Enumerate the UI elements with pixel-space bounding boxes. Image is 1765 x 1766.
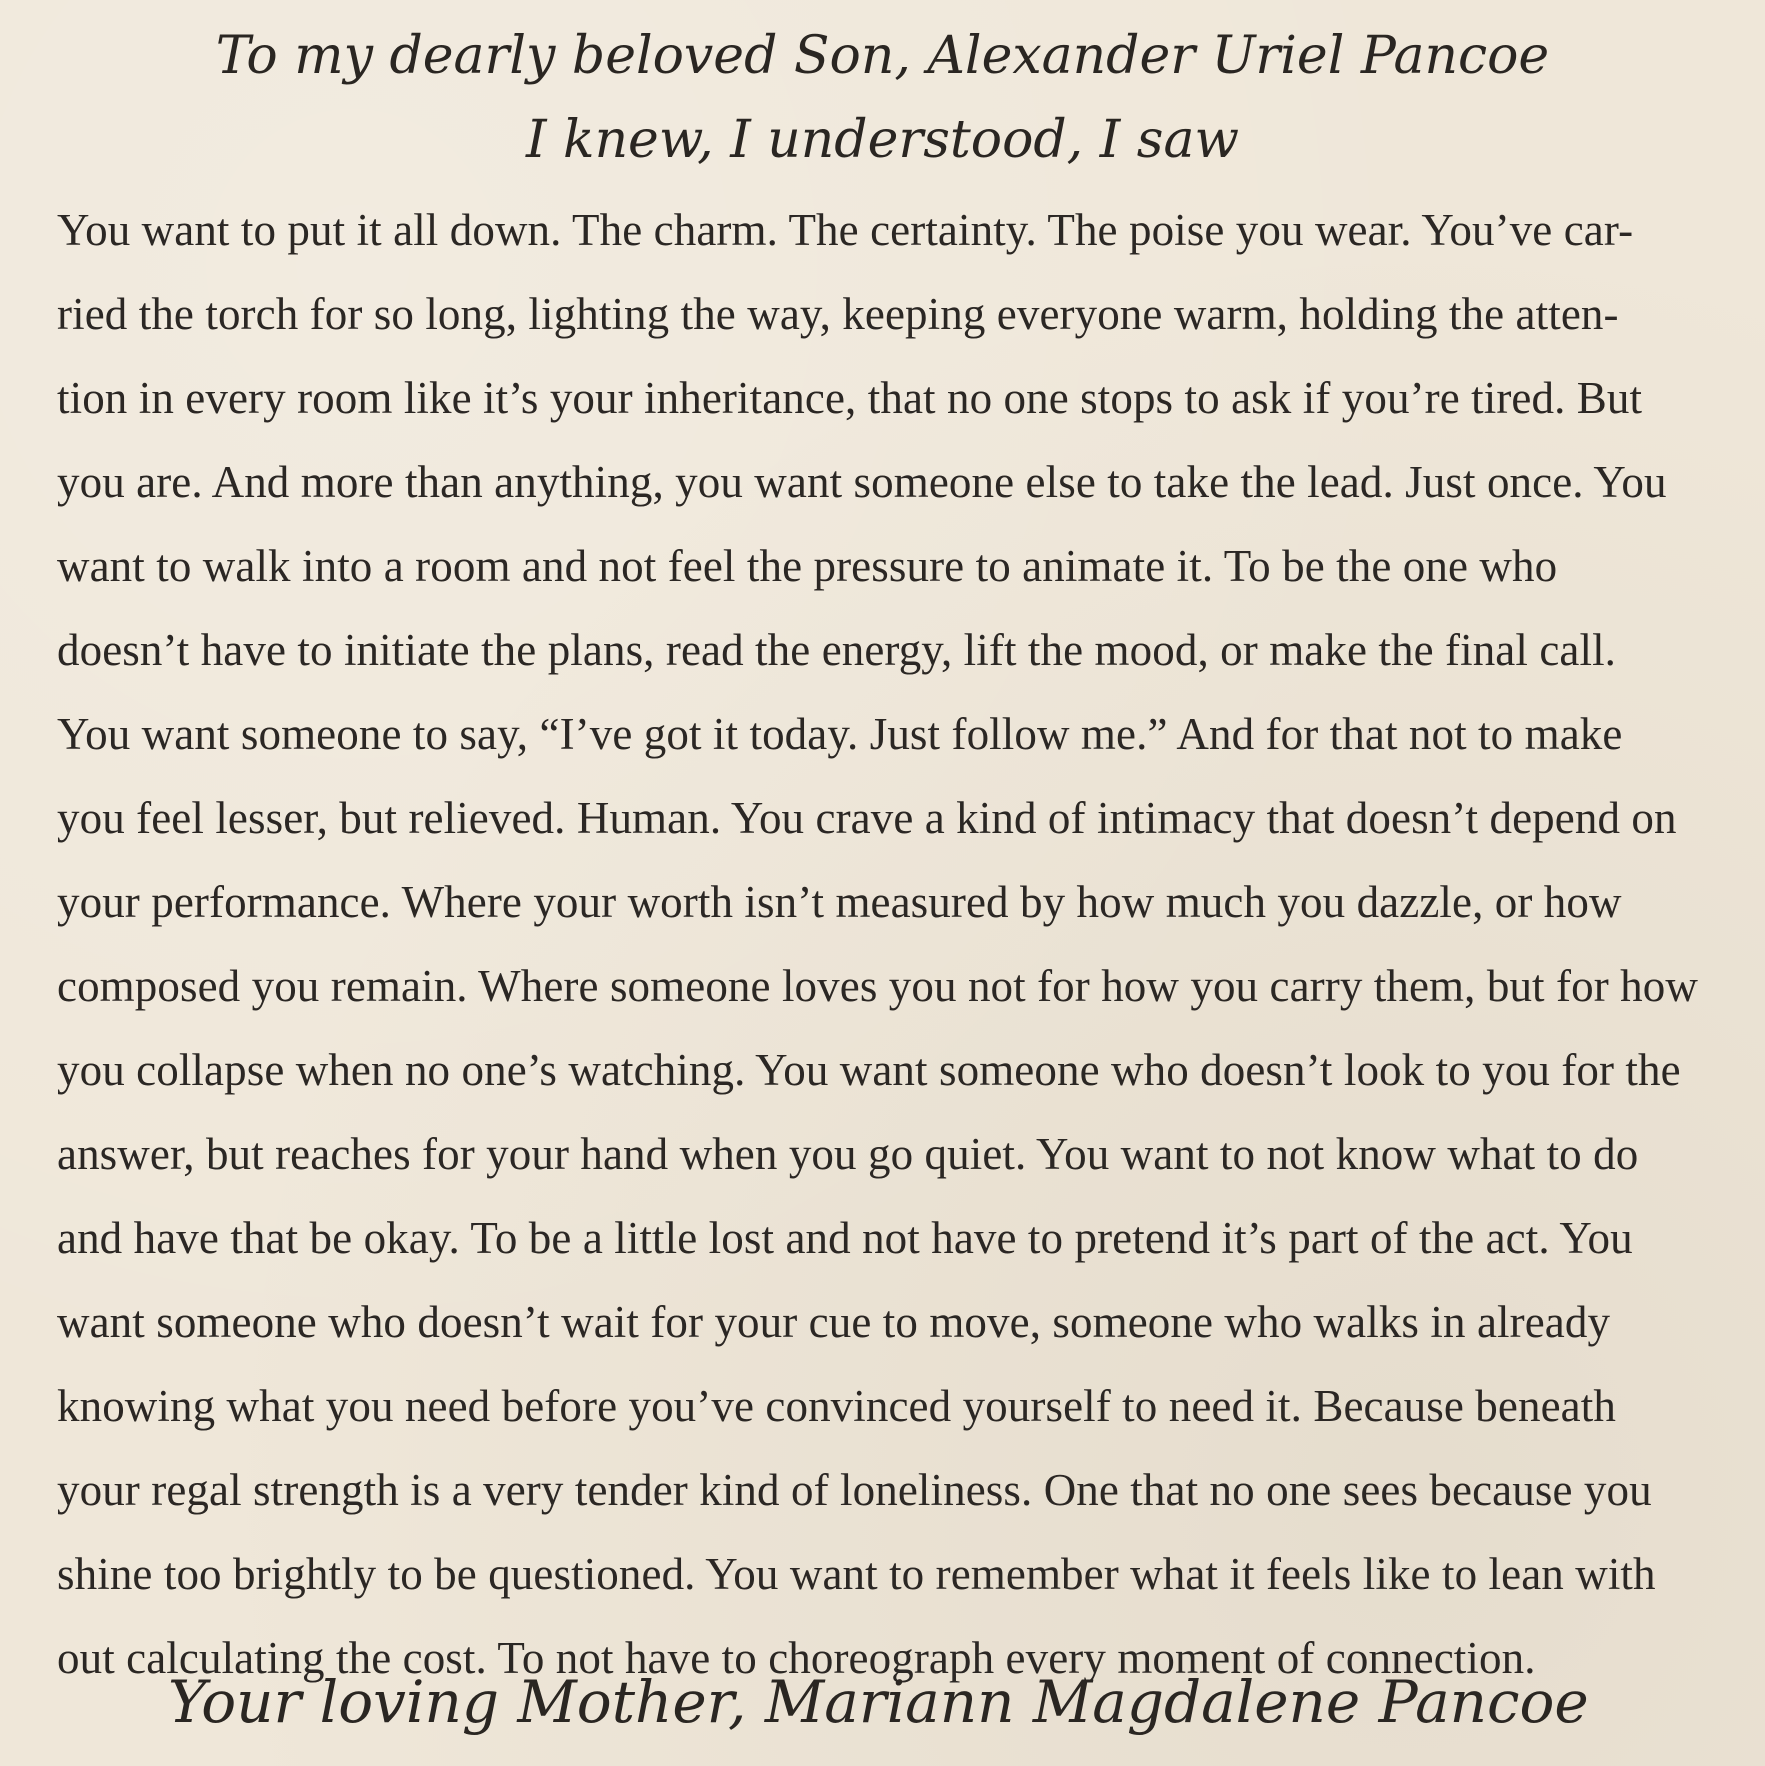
letter-body-line: shine too brightly to be questioned. You want to remember what it feels like to lean with — [57, 1549, 1656, 1599]
salutation-line-1: To my dearly beloved Son, Alexander Uriel Pancoe — [215, 26, 1550, 86]
letter-body-line: out calculating the cost. To not have to choreograph every moment of connection. — [57, 1633, 1536, 1683]
letter-body-line: answer, but reaches for your hand when you go quiet. You want to not know what to do — [57, 1129, 1639, 1179]
salutation-line-2: I knew, I understood, I saw — [525, 110, 1240, 170]
letter-body-line: your regal strength is a very tender kind of loneliness. One that no one sees because you — [57, 1465, 1652, 1515]
letter-body-line: want to walk into a room and not feel the pressure to animate it. To be the one who — [57, 541, 1558, 591]
letter-body-line: knowing what you need before you’ve convinced yourself to need it. Because beneath — [57, 1381, 1616, 1431]
letter-body-line: and have that be okay. To be a little lost and not have to pretend it’s part of the act. You — [57, 1213, 1633, 1263]
letter-body-line: ried the torch for so long, lighting the way, keeping everyone warm, holding the atten- — [57, 289, 1619, 339]
signature: Your loving Mother, Mariann Magdalene Pancoe — [168, 1668, 1589, 1736]
letter-body-line: doesn’t have to initiate the plans, read the energy, lift the mood, or make the final call. — [57, 625, 1617, 675]
letter-body-line: composed you remain. Where someone loves you not for how you carry them, but for how — [57, 961, 1698, 1011]
letter-body — [57, 202, 1737, 1714]
letter-body-line: want someone who doesn’t wait for your cue to move, someone who walks in already — [57, 1297, 1611, 1347]
letter-body-line: tion in every room like it’s your inheritance, that no one stops to ask if you’re tired. But — [57, 373, 1643, 423]
letter-body-line: you are. And more than anything, you want someone else to take the lead. Just once. You — [57, 457, 1667, 507]
letter-body-line: you feel lesser, but relieved. Human. You crave a kind of intimacy that doesn’t depend on — [57, 793, 1677, 843]
letter-body-line: You want someone to say, “I’ve got it today. Just follow me.” And for that not to make — [57, 709, 1623, 759]
letter-body-line: You want to put it all down. The charm. The certainty. The poise you wear. You’ve car- — [57, 205, 1634, 255]
letter-body-line: you collapse when no one’s watching. You want someone who doesn’t look to you for the — [57, 1045, 1681, 1095]
letter-body-line: your performance. Where your worth isn’t measured by how much you dazzle, or how — [57, 877, 1622, 927]
